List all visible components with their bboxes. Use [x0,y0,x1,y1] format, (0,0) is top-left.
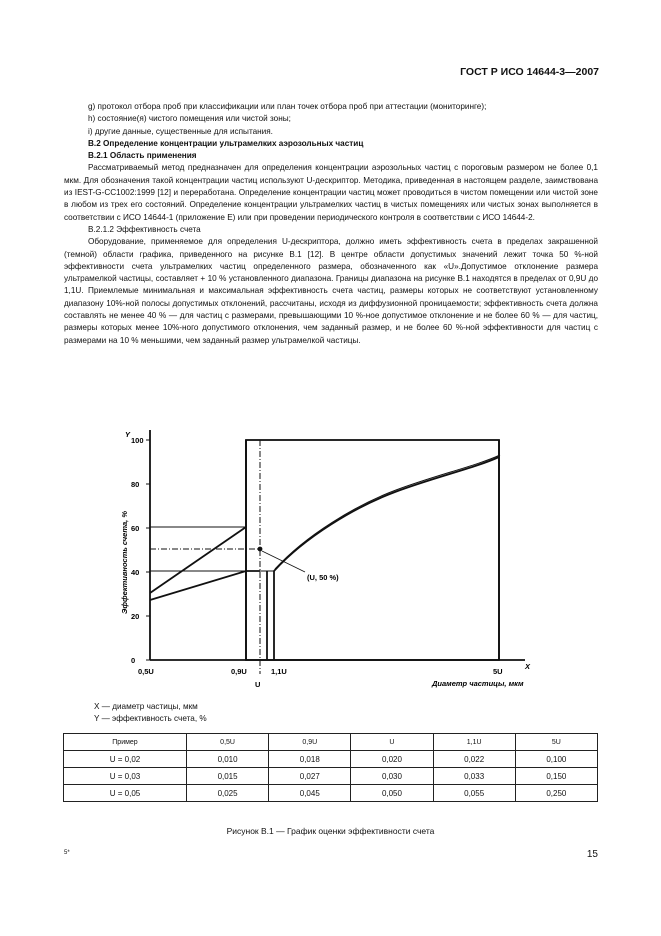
table-cell: 0,055 [433,785,515,802]
upper-boundary [150,440,246,593]
paragraph: В.2 Определение концентрации ультрамелких аэрозольных частиц [88,138,364,148]
table-cell: 0,018 [269,751,351,768]
frame-top [246,440,499,660]
table-cell: 0,022 [433,751,515,768]
legend-x: X — диаметр частицы, мкм [94,702,198,711]
table-cell: U = 0,02 [64,751,187,768]
paragraph: В.2.1.2 Эффективность счета [88,224,201,234]
paragraph: h) состояние(я) чистого помещения или чистой зоны; [88,114,291,124]
x-tick-0: 0,5U [138,667,154,676]
efficiency-chart [95,412,555,704]
footnote-mark: 5* [64,850,70,856]
lower-curve [274,457,499,571]
legend-y: Y — эффективность счета, % [94,714,207,723]
x-axis-letter: X [525,662,531,671]
chart-svg [95,412,555,704]
table-header: U [351,734,433,751]
point-annotation: (U, 50 %) [307,573,339,582]
table-cell: 0,045 [269,785,351,802]
table-cell: 0,150 [515,768,597,785]
legend [94,701,207,725]
page-header: ГОСТ Р ИСО 14644-3—2007 [460,66,599,78]
table-cell: U = 0,05 [64,785,187,802]
table-row [64,751,598,768]
y-tick: 80 [131,480,140,489]
x-tick-2: 1,1U [271,667,287,676]
y-tick: 60 [131,524,140,533]
table-header: 5U [515,734,597,751]
figure-caption: Рисунок В.1 — График оценки эффективности счета [226,826,435,836]
table-cell: U = 0,03 [64,768,187,785]
y-axis-label: Эффективность счета, % [120,510,129,614]
u-tick: U [255,680,261,689]
table-cell: 0,025 [186,785,268,802]
paragraph: i) другие данные, существенные для испытания. [88,126,273,136]
y-tick: 40 [131,568,140,577]
table-cell: 0,250 [515,785,597,802]
table-cell: 0,015 [186,768,268,785]
page-number: 15 [586,849,598,860]
table-cell: 0,033 [433,768,515,785]
y-tick: 0 [131,656,136,665]
table-row [64,768,598,785]
paragraph: Рассматриваемый метод предназначен для определения концентрации аэрозольных частиц с пороговым размером не более 0,1 мкм. Для обозначения такой концентрации частиц используют U-дескриптор. Методика, приведенная в настоящем разделе, заимствована из IEST-G-CC1002:1999 [12] и переработана. Определение концентрации частиц может проводиться в чистом помещении или чистой зоне в любом из трех его состояний. Определение концентрации ультрамелких частиц в чистых помещениях или чистых зонах выполняется в соответствии с ИСО 14644-1 (приложение Е) или при проведении периодического контроля в соответствии с ИСО 14644-2. [64,163,598,222]
table-cell: 0,010 [186,751,268,768]
table-cell: 0,027 [269,768,351,785]
x-axis-label: Диаметр частицы, мкм [432,679,524,688]
table-header: 1,1U [433,734,515,751]
table-cell: 0,050 [351,785,433,802]
table-header: 0,9U [269,734,351,751]
x-tick-3: 5U [493,667,503,676]
table-cell: 0,030 [351,768,433,785]
table-cell: 0,020 [351,751,433,768]
table-cell: 0,100 [515,751,597,768]
paragraph: В.2.1 Область применения [88,151,197,161]
y-axis-letter: Y [125,430,131,439]
table-header: 0,5U [186,734,268,751]
lower-boundary [150,571,260,600]
y-tick: 100 [131,436,144,445]
table-row [64,785,598,802]
x-tick-1: 0,9U [231,667,247,676]
paragraph: Оборудование, применяемое для определения U-дескриптора, должно иметь эффективность счета в пределах закрашенной (темной) области графика, приведенного на рисунке В.1 [12]. В центре области допустимых значений лежит точка 50 %-ной эффективности счета ультрамелких частиц определенного размера, обозначенного как «U».Допустимое отклонение размера ультрамелкой частицы, составляет + 10 % установленного диапазона. Границы диапазона на рисунке В.1 находятся в пределах от 0,9U до 1,1U. Приемлемые минимальная и максимальная эффективность счета частиц, размеры которых не соответствуют установленному диапазону 10%-ной полосы допустимых отклонений, рассчитаны, исходя из диффузионной проницаемости; эффективность счета должна составлять не менее 40 % — для частиц с размерами, превышающими 10 %-ное допустимое отклонение и не более 60 % — для частиц, размеры которых менее 10%-ного допустимого отклонения, чем заданный размер, и не более 60 %-ной эффективности для частиц с размерами на 10 % меньшими, чем заданный размер ультрамелкой частицы. [64,237,598,345]
y-tick: 20 [131,612,140,621]
examples-table [63,733,598,802]
table-header: Пример [64,734,187,751]
paragraph: g) протокол отбора проб при классификации или план точек отбора проб при аттестации (мониторинге); [88,102,487,111]
body-text [64,101,598,347]
